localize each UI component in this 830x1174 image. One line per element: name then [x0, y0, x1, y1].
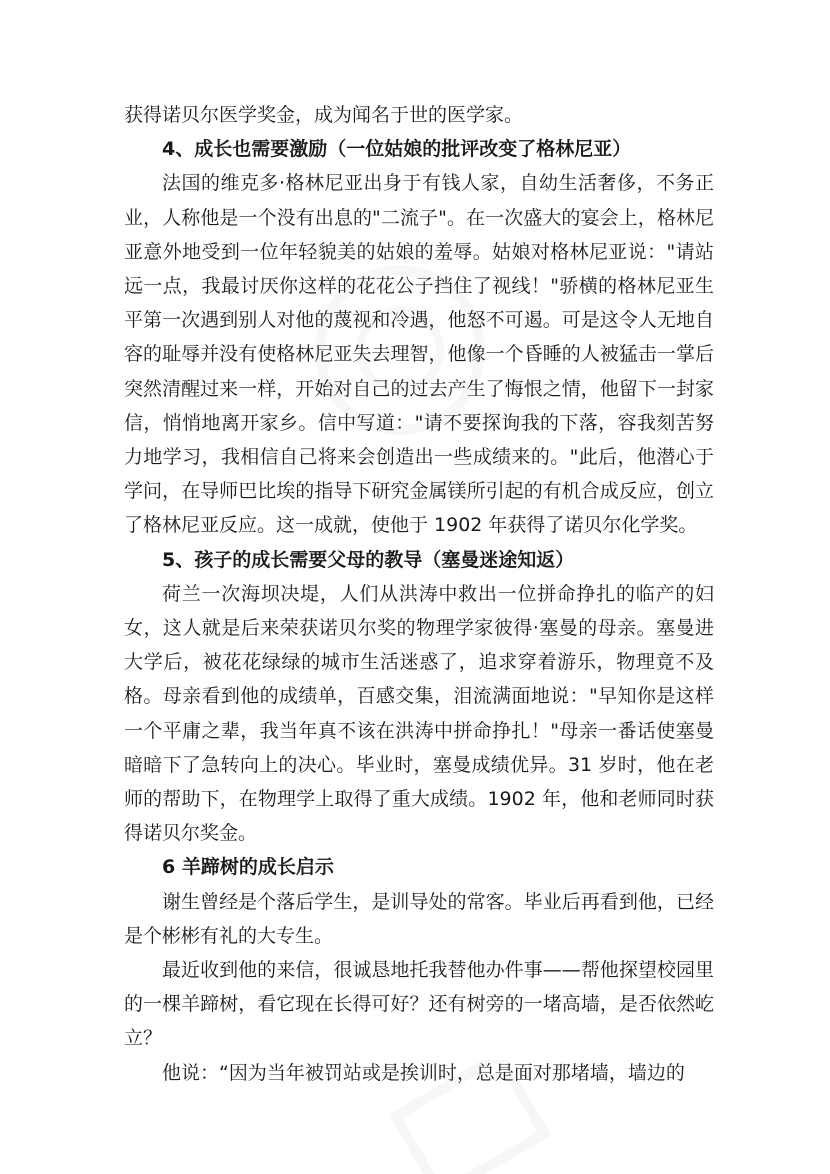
document-body: [124, 98, 714, 1090]
paragraph-xiesheng-3: 他说：“因为当年被罚站或是挨训时，总是面对那堵墙，墙边的: [162, 1061, 685, 1084]
paragraph-xiesheng-2: 最近收到他的来信，很诚恳地托我替他办件事——帮他探望校园里的一棵羊蹄树，看它现在长得可好？还有树旁的一堵高墙，是否依然屹立？: [124, 959, 714, 1050]
paragraph-continuation: 获得诺贝尔医学奖金，成为闻名于世的医学家。: [124, 104, 524, 126]
paragraph-xiesheng-1: 谢生曾经是个落后学生，是训导处的常客。毕业后再看到他，已经是个彬彬有礼的大专生。: [124, 890, 714, 947]
paragraph-grignard: 法国的维克多·格林尼亚出身于有钱人家，自幼生活奢侈，不务正业，人称他是一个没有出息的"二流子"。在一次盛大的宴会上，格林尼亚意外地受到一位年轻貌美的姑娘的羞辱。姑娘对格林尼亚说："请站远一点，我最讨厌你这样的花花公子挡住了视线！"骄横的格林尼亚生平第一次遇到别人对他的蔑视和冷遇，他怒不可遏。可是这令人无地自容的耻辱并没有使格林尼亚失去理智，他像一个昏睡的人被猛击一掌后突然清醒过来一样，开始对自己的过去产生了悔恨之情，他留下一封家信，悄悄地离开家乡。信中写道："请不要探询我的下落，容我刻苦努力地学习，我相信自己将来会创造出一些成绩来的。"此后，他潜心于学问，在导师巴比埃的指导下研究金属镁所引起的有机合成反应，创立了格林尼亚反应。这一成就，使他于 1902 年获得了诺贝尔化学奖。: [124, 172, 714, 537]
paragraph-zeeman: 荷兰一次海坝决堤，人们从洪涛中救出一位拼命挣扎的临产的妇女，这人就是后来荣获诺贝尔奖的物理学家彼得·塞曼的母亲。塞曼进大学后，被花花绿绿的城市生活迷惑了，追求穿着游乐，物理竟不及格。母亲看到他的成绩单，百感交集，泪流满面地说："早知你是这样一个平庸之辈，我当年真不该在洪涛中拼命挣扎！"母亲一番话使塞曼暗暗下了急转向上的决心。毕业时，塞曼成绩优异。31 岁时，他在老师的帮助下，在物理学上取得了重大成绩。1902 年，他和老师同时获得诺贝尔奖金。: [124, 582, 714, 845]
section-heading-6: 6 羊蹄树的成长启示: [162, 856, 334, 879]
section-heading-5: 5、孩子的成长需要父母的教导（塞曼迷途知返）: [162, 548, 575, 571]
section-heading-4: 4、成长也需要激励（一位姑娘的批评改变了格林尼亚）: [162, 138, 632, 161]
